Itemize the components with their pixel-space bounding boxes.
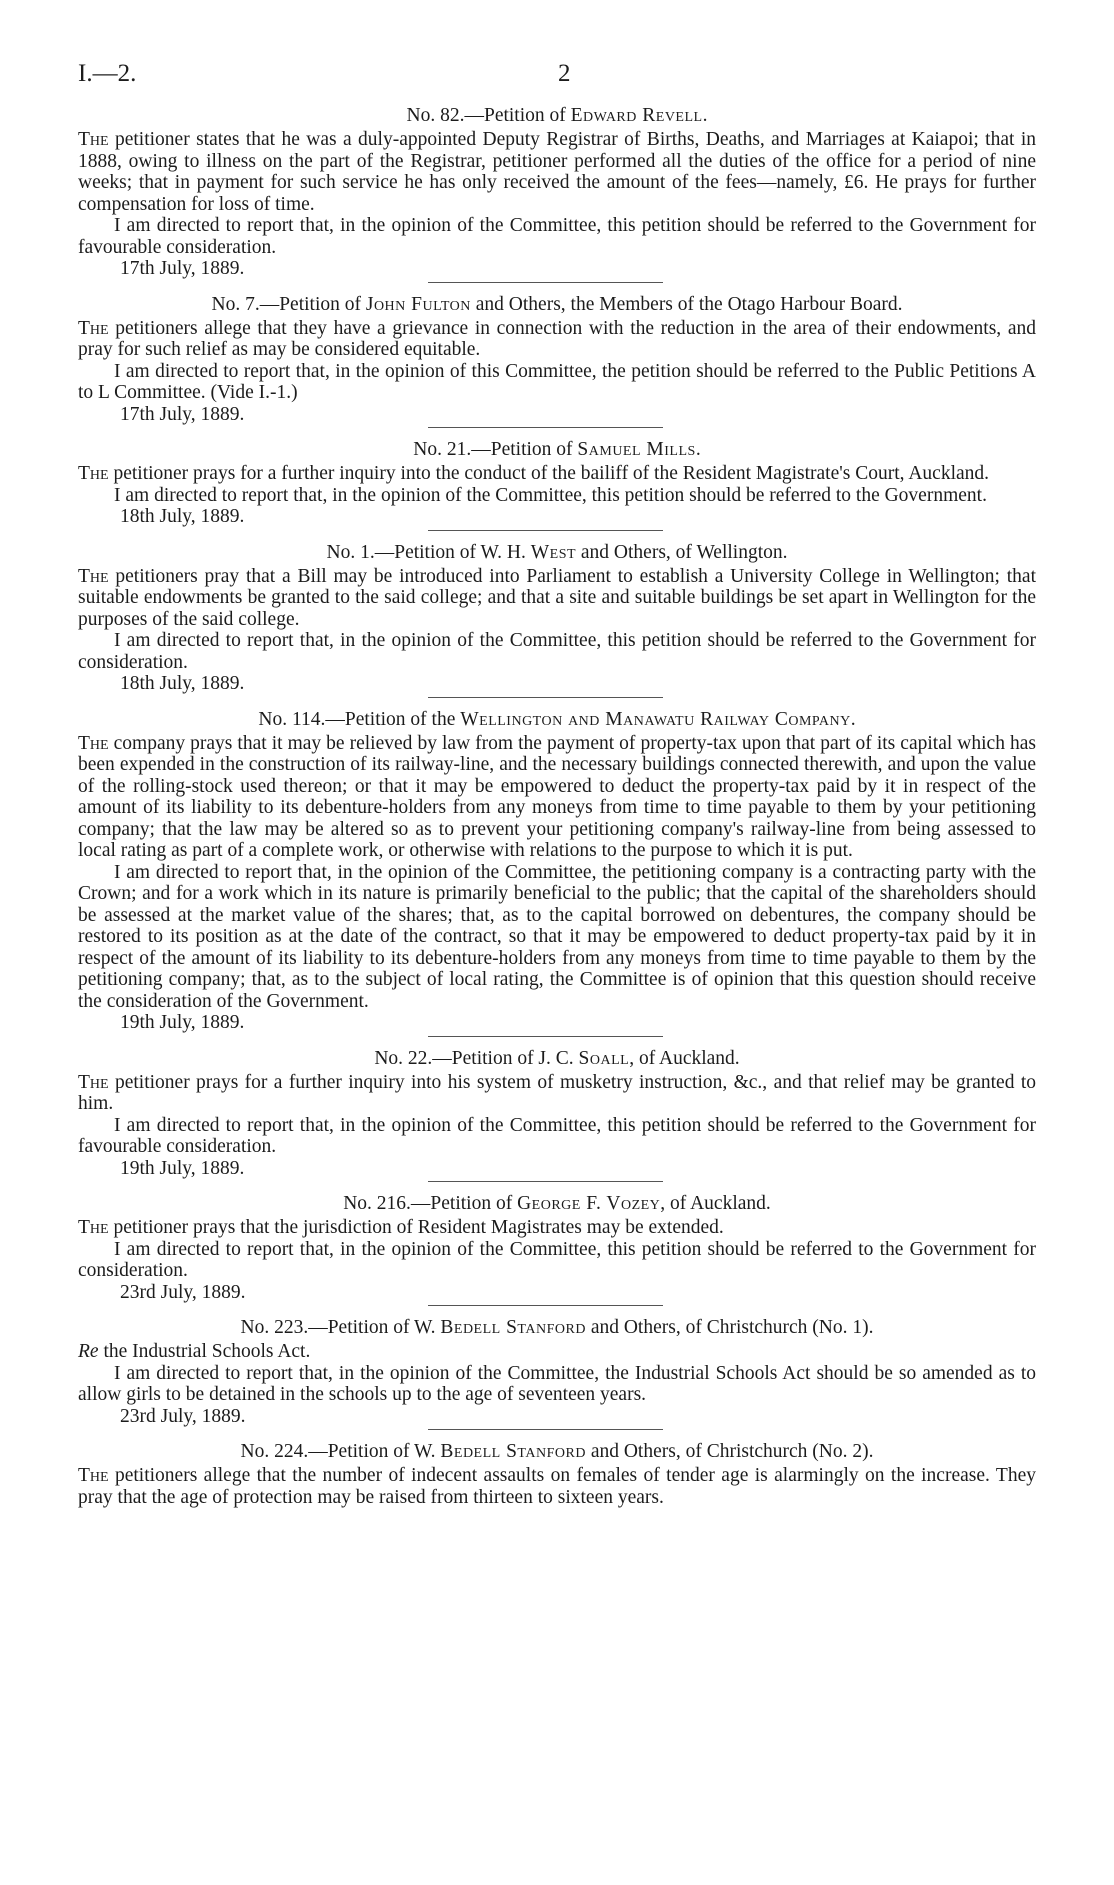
- petition-body: Re the Industrial Schools Act.: [78, 1341, 311, 1362]
- petition-section: [78, 708, 1036, 1037]
- petition-title: No. 223.—Petition of W. Bedell Stanford and Others, of Christchurch (No. 1).: [240, 1317, 874, 1338]
- petition-section: [78, 1047, 1036, 1183]
- report-date: 23rd July, 1889.: [120, 1405, 246, 1427]
- committee-report: I am directed to report that, in the opinion of the Committee, this petition should be referred to the Government for favourable consideration.: [78, 1114, 1036, 1157]
- petition-body: The petitioner prays for a further inquiry into his system of musketry instruction, &c., and that relief may be granted to him.: [78, 1071, 1036, 1114]
- document-page: [78, 60, 1036, 1508]
- committee-report: I am directed to report that, in the opinion of the Committee, the petitioning company is a contracting party with the Crown; and for a work which in its nature is primarily beneficial to the public; that the capital of the shareholders should be assessed at the market value of the shares; that, as to the capital borrowed on debentures, the company should be restored to its position as at the date of the contract, so that it may be empowered to deduct property-tax paid by it in respect of the amount of its liability to its debenture-holders from any moneys from time to time payable to them by the petitioning company; that, as to the subject of local rating, the Committee is of opinion that this question should receive the consideration of the Government.: [78, 861, 1036, 1012]
- petition-title: No. 7.—Petition of John Fulton and Others, the Members of the Otago Harbour Board.: [211, 293, 903, 315]
- petition-title: No. 82.—Petition of Edward Revell.: [406, 105, 708, 126]
- page-header: [78, 60, 1036, 104]
- report-date: 18th July, 1889.: [120, 506, 245, 527]
- page-number: 2: [558, 60, 571, 87]
- committee-report: I am directed to report that, in the opinion of this Committee, the petition should be referred to the Public Petitions A to L Committee. (Vide I.-1.): [78, 360, 1036, 403]
- report-date: 17th July, 1889.: [120, 403, 245, 425]
- section-divider: [428, 1181, 663, 1182]
- section-divider: [428, 530, 663, 531]
- petition-body: The petitioner prays that the jurisdiction of Resident Magistrates may be extended.: [78, 1217, 724, 1238]
- petition-body: The petitioner prays for a further inquiry into the conduct of the bailiff of the Resident Magistrate's Court, Auckland.: [78, 463, 990, 484]
- section-divider: [428, 1036, 663, 1037]
- petition-title: No. 1.—Petition of W. H. West and Others, of Wellington.: [326, 541, 788, 563]
- section-divider: [428, 1429, 663, 1430]
- petition-body: The petitioners allege that the number of indecent assaults on females of tender age is alarmingly on the increase. They pray that the age of protection may be raised from thirteen to sixteen years.: [78, 1465, 1036, 1508]
- report-date: 18th July, 1889.: [120, 673, 245, 694]
- petition-section: [78, 438, 1036, 531]
- petition-body: The petitioners pray that a Bill may be introduced into Parliament to establish a University College in Wellington; that suitable endowments be granted to the said college; and that a site and suitable buildings be set apart in Wellington for the purposes of the said college.: [78, 565, 1036, 630]
- petition-body: The petitioners allege that they have a grievance in connection with the reduction in the area of their endowments, and pray for such relief as may be considered equitable.: [78, 317, 1036, 360]
- section-divider: [428, 427, 663, 428]
- committee-report: I am directed to report that, in the opinion of the Committee, this petition should be referred to the Government for consideration.: [78, 630, 1036, 673]
- petition-section: [78, 1440, 1036, 1508]
- section-divider: [428, 697, 663, 698]
- section-divider: [428, 1305, 663, 1306]
- petition-title: No. 216.—Petition of George F. Vozey, of Auckland.: [343, 1193, 771, 1214]
- committee-report: I am directed to report that, in the opinion of the Committee, the Industrial Schools Act should be so amended as to allow girls to be detained in the schools up to the age of seventeen years.: [78, 1362, 1036, 1405]
- petition-body: The petitioner states that he was a duly-appointed Deputy Registrar of Births, Deaths, and Marriages at Kaiapoi; that in 1888, owing to illness on the part of the Registrar, petitioner performed all the duties of the office for a period of nine weeks; that in payment for such service he has only received the amount of the fees—namely, £6. He prays for further compensation for loss of time.: [78, 129, 1036, 215]
- petition-section: [78, 104, 1036, 283]
- committee-report: I am directed to report that, in the opinion of the Committee, this petition should be referred to the Government for favourable consideration.: [78, 215, 1036, 258]
- committee-report: I am directed to report that, in the opinion of the Committee, this petition should be referred to the Government.: [114, 484, 987, 506]
- petition-section: [78, 293, 1036, 429]
- section-divider: [428, 282, 663, 283]
- petition-section: [78, 1192, 1036, 1306]
- report-date: 19th July, 1889.: [120, 1157, 245, 1179]
- petition-body: The company prays that it may be relieved by law from the payment of property-tax upon that part of its capital which has been expended in the construction of its railway-line, and the necessary buildings connected therewith, and upon the value of the rolling-stock used thereon; or that it may be empowered to deduct the property-tax paid by it in respect of the amount of its liability to its debenture-holders from any moneys from time to time payable to them by your petitioning company; that the law may be altered so as to prevent your petitioning company's railway-line from being assessed to local rating as part of a complete work, or otherwise with relations to the purpose to which it is put.: [78, 732, 1036, 861]
- report-date: 23rd July, 1889.: [120, 1281, 246, 1303]
- report-date: 17th July, 1889.: [120, 258, 245, 279]
- petition-title: No. 22.—Petition of J. C. Soall, of Auckland.: [374, 1047, 740, 1069]
- petition-section: [78, 1316, 1036, 1430]
- petition-section: [78, 541, 1036, 698]
- report-date: 19th July, 1889.: [120, 1012, 245, 1033]
- petition-title: No. 114.—Petition of the Wellington and Manawatu Railway Company.: [258, 708, 856, 730]
- petition-title: No. 21.—Petition of Samuel Mills.: [413, 439, 701, 460]
- committee-report: I am directed to report that, in the opinion of the Committee, this petition should be referred to the Government for consideration.: [78, 1238, 1036, 1281]
- petition-title: No. 224.—Petition of W. Bedell Stanford and Others, of Christchurch (No. 2).: [240, 1441, 874, 1462]
- document-reference: I.—2.: [78, 60, 137, 87]
